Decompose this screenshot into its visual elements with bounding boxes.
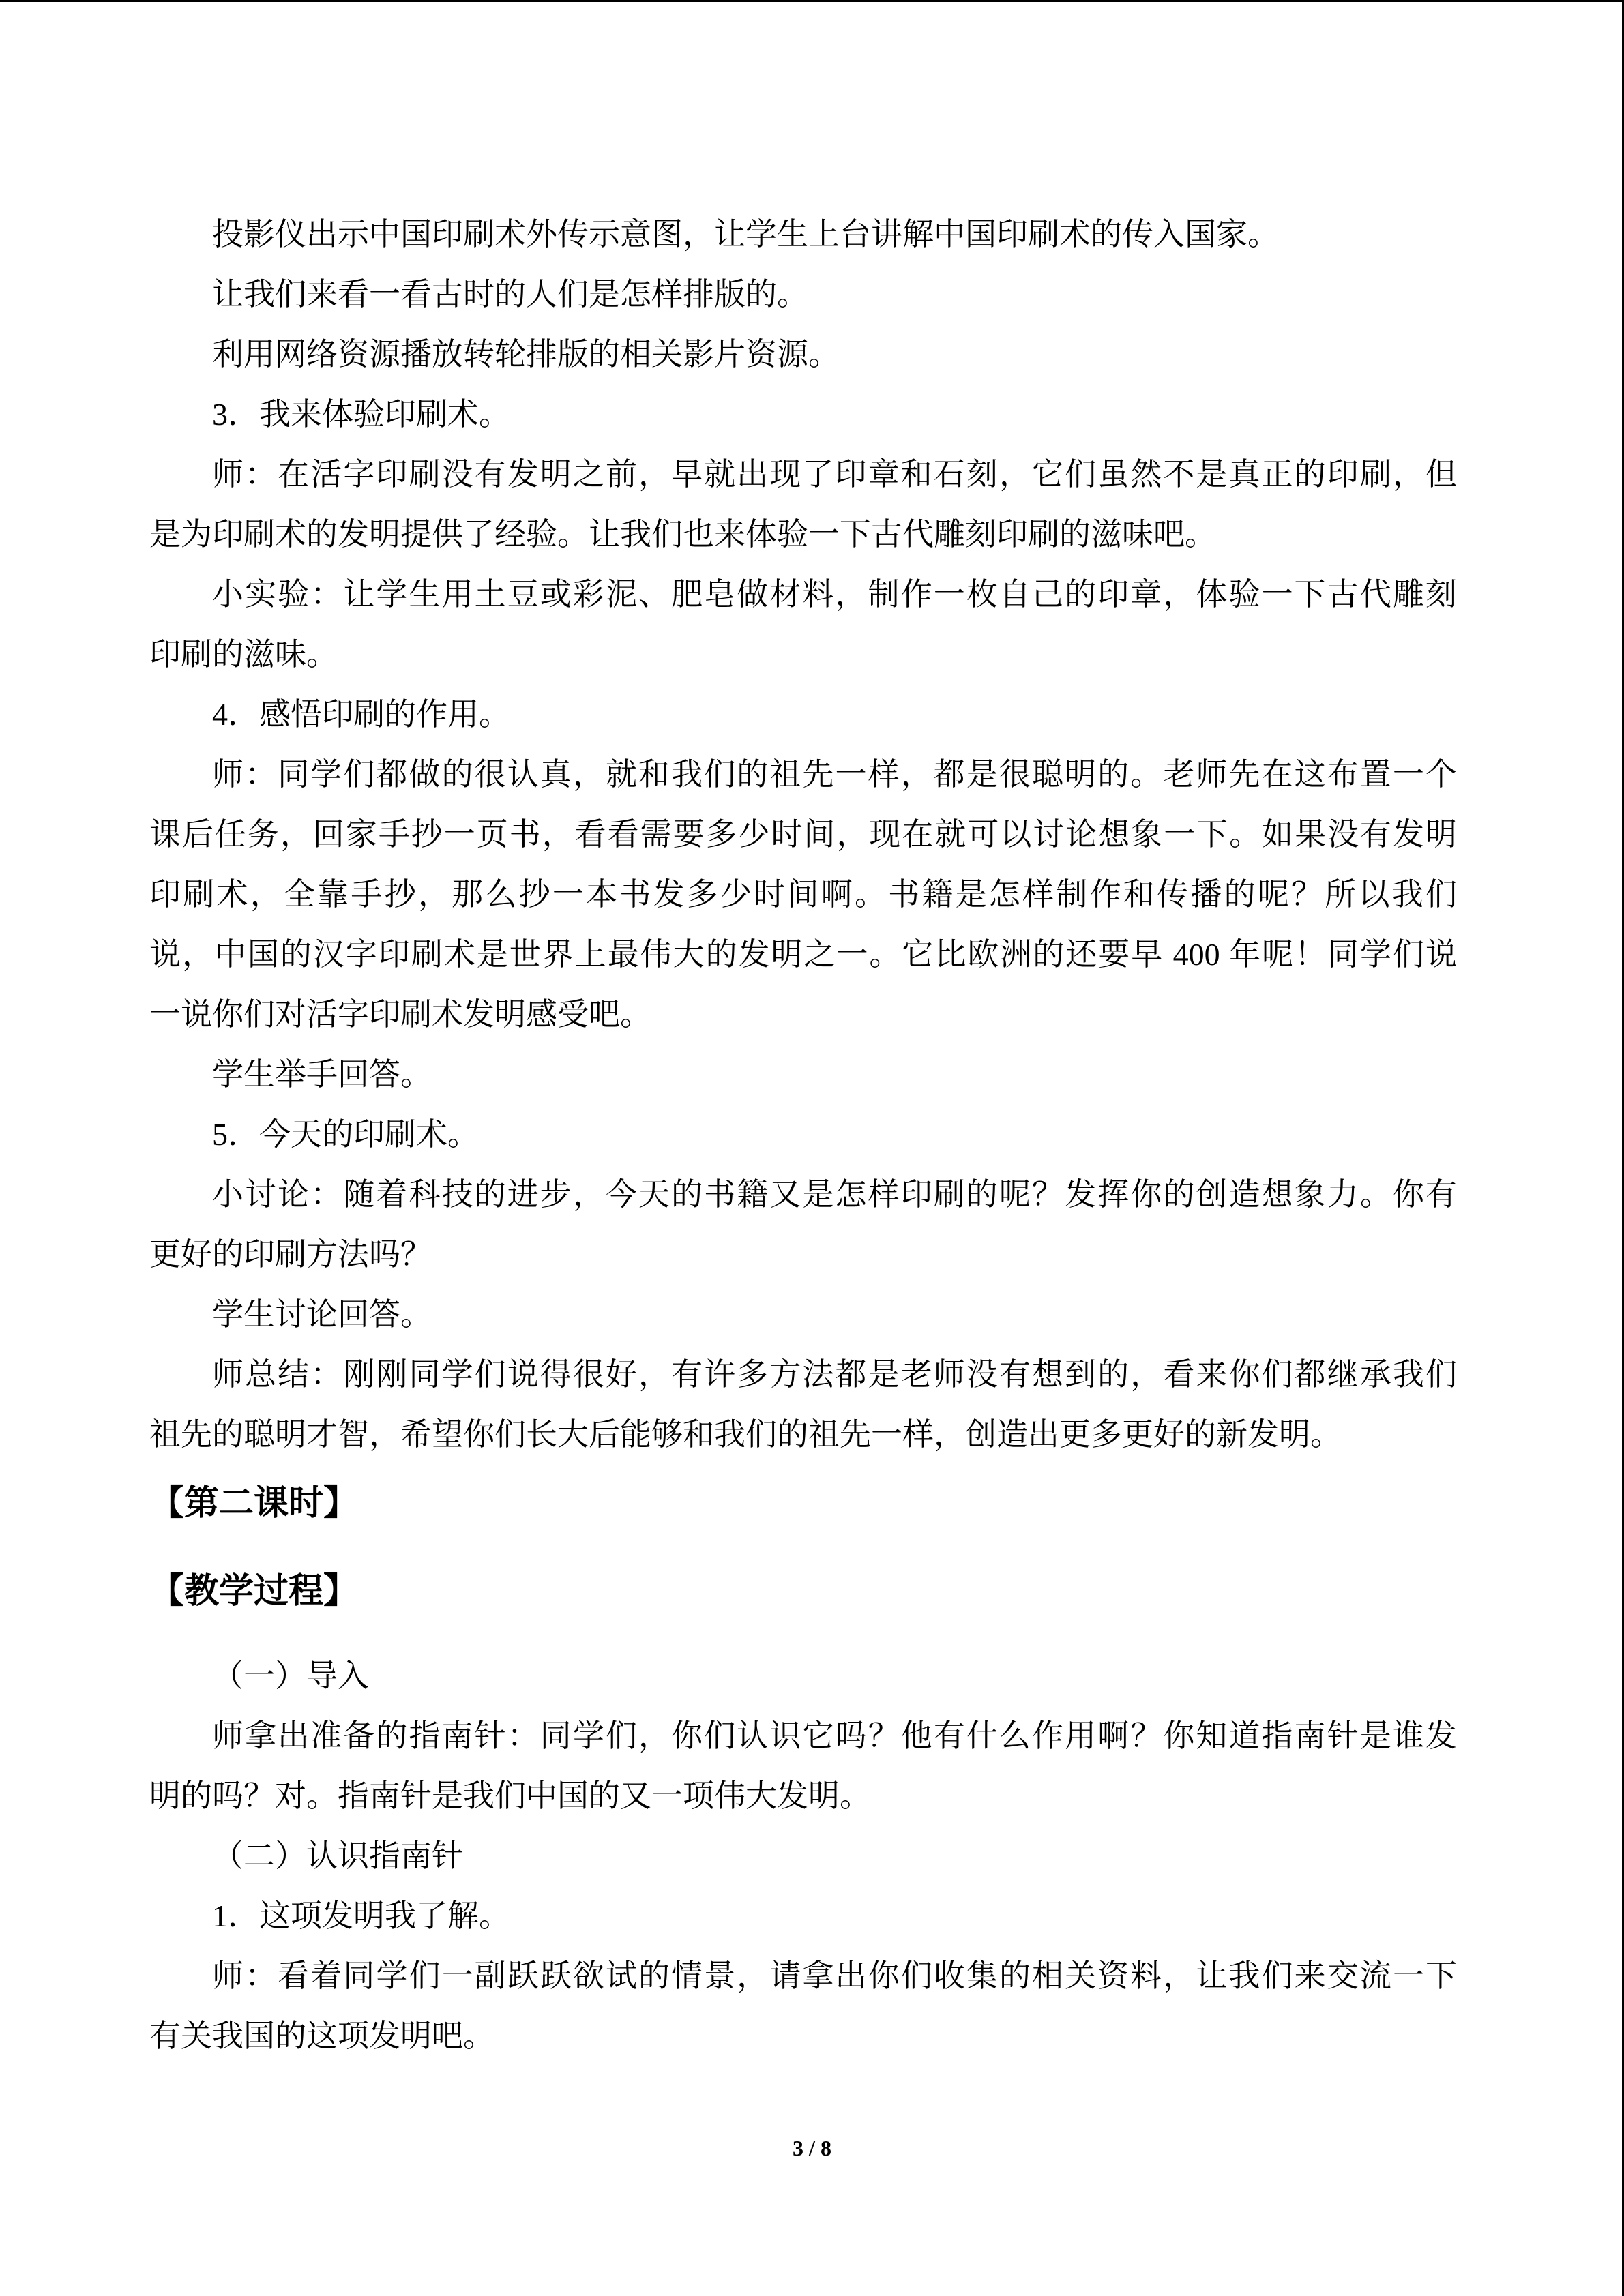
text-line: 1．这项发明我了解。 [212,1898,510,1933]
numbered-step [149,1886,1457,1946]
text-line: 祖先的聪明才智，希望你们长大后能够和我们的祖先一样，创造出更多更好的新发明。 [149,1417,1342,1452]
numbered-step [149,685,1457,745]
text-line: 师：同学们都做的很认真，就和我们的祖先一样，都是很聪明的。老师先在这布置一个 [212,757,1457,792]
text-line: 明的吗？对。指南针是我们中国的又一项伟大发明。 [149,1778,871,1813]
page-body [149,205,1457,2066]
text-line: 利用网络资源播放转轮排版的相关影片资源。 [212,337,840,372]
text-line: 小讨论：随着科技的进步，今天的书籍又是怎样印刷的呢？发挥你的创造想象力。你有 [212,1177,1457,1212]
text-line: 一说你们对活字印刷术发明感受吧。 [149,997,651,1032]
text-line: 小实验：让学生用土豆或彩泥、肥皂做材料，制作一枚自己的印章，体验一下古代雕刻 [212,577,1457,612]
text-line: 印刷的滋味。 [149,637,338,672]
paragraph [149,1946,1457,2066]
paragraph [149,1285,1457,1345]
section-heading-teaching-process: 【教学过程】 [149,1571,359,1611]
text-line: 投影仪出示中国印刷术外传示意图，让学生上台讲解中国印刷术的传入国家。 [212,217,1279,252]
text-line: （二）认识指南针 [212,1838,463,1873]
paragraph [149,325,1457,385]
page-number: 3 / 8 [793,2136,831,2160]
lesson-section-1 [149,205,1457,1465]
text-line: 3．我来体验印刷术。 [212,397,510,432]
paragraph [149,445,1457,565]
text-line: 更好的印刷方法吗？ [149,1237,432,1272]
text-line: 印刷术，全靠手抄，那么抄一本书发多少时间啊。书籍是怎样制作和传播的呢？所以我们 [149,877,1457,912]
lesson-section-2 [149,1646,1457,2066]
paragraph [149,745,1457,1045]
subsection-title [149,1826,1457,1886]
text-line: 4．感悟印刷的作用。 [212,697,510,732]
paragraph [149,205,1457,265]
text-line: 师：在活字印刷没有发明之前，早就出现了印章和石刻，它们虽然不是真正的印刷，但 [212,457,1457,492]
text-line: 课后任务，回家手抄一页书，看看需要多少时间，现在就可以讨论想象一下。如果没有发明 [149,817,1457,852]
numbered-step [149,385,1457,445]
section-heading-lesson-2: 【第二课时】 [149,1483,359,1523]
paragraph [149,565,1457,685]
text-line: 是为印刷术的发明提供了经验。让我们也来体验一下古代雕刻印刷的滋味吧。 [149,517,1216,552]
paragraph [149,1045,1457,1105]
text-line: （一）导入 [212,1658,369,1693]
numbered-step [149,1105,1457,1165]
paragraph [149,1706,1457,1826]
paragraph [149,265,1457,325]
text-line: 学生举手回答。 [212,1057,432,1092]
text-line: 有关我国的这项发明吧。 [149,2018,494,2053]
text-line: 师拿出准备的指南针：同学们，你们认识它吗？他有什么作用啊？你知道指南针是谁发 [212,1718,1457,1753]
paragraph [149,1345,1457,1465]
paragraph [149,1165,1457,1285]
text-line: 师总结：刚刚同学们说得很好，有许多方法都是老师没有想到的，看来你们都继承我们 [212,1357,1457,1392]
text-line: 师：看着同学们一副跃跃欲试的情景，请拿出你们收集的相关资料，让我们来交流一下 [212,1958,1457,1993]
text-line: 让我们来看一看古时的人们是怎样排版的。 [212,277,808,312]
text-line: 说，中国的汉字印刷术是世界上最伟大的发明之一。它比欧洲的还要早 400 年呢！同学们说 [149,937,1457,972]
text-line: 5．今天的印刷术。 [212,1117,479,1152]
subsection-title [149,1646,1457,1706]
text-line: 学生讨论回答。 [212,1297,432,1332]
